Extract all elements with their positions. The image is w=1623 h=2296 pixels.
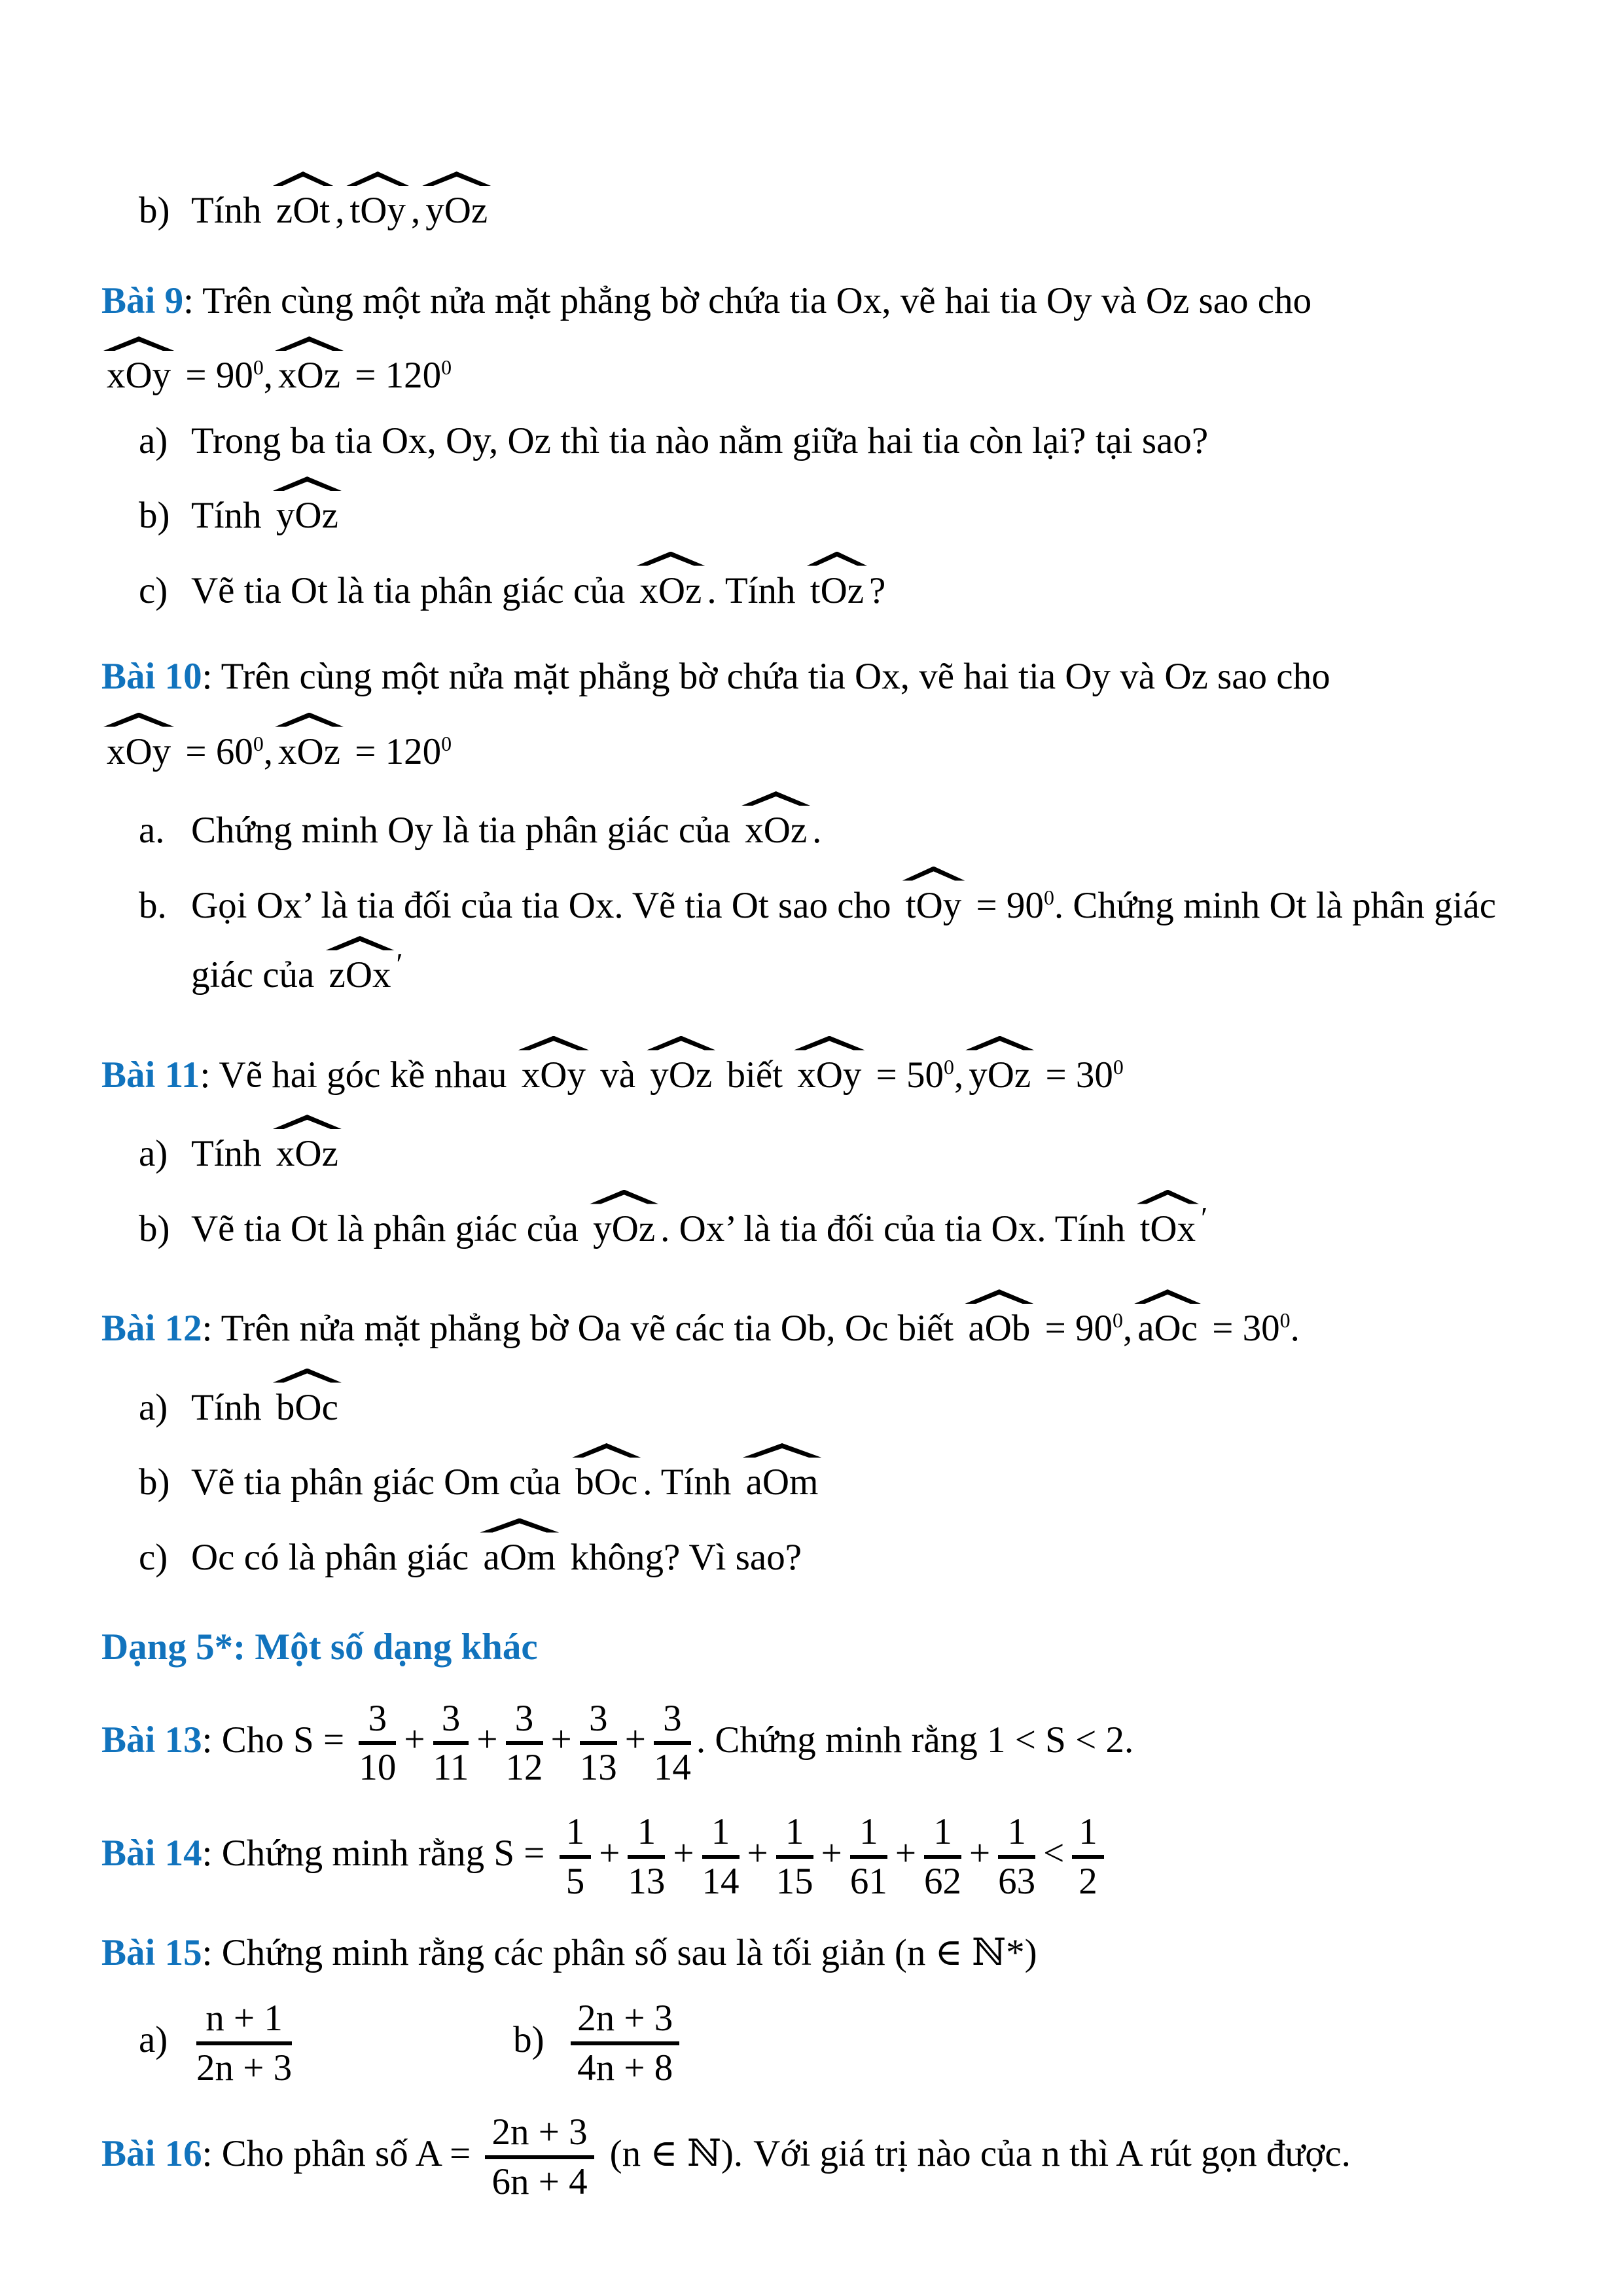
angle-aOb <box>965 1287 1033 1348</box>
label-colon: : <box>200 1054 219 1096</box>
angle-name: tOz <box>810 569 865 611</box>
item-marker: c) <box>139 569 168 611</box>
angle-yOz <box>273 474 342 535</box>
angle-name: aOm <box>745 1462 819 1503</box>
angle-xOz <box>741 789 810 850</box>
label-colon: : <box>202 1308 221 1349</box>
angle-name: aOb <box>968 1308 1031 1349</box>
prime-mark: ′ <box>1201 1200 1208 1234</box>
fraction <box>433 1698 469 1789</box>
item-marker: a) <box>139 2019 168 2061</box>
body-text: . <box>812 810 822 851</box>
plus-operator: + <box>747 1833 768 1874</box>
degree-sup: 0 <box>1043 886 1054 909</box>
fraction <box>654 1698 691 1789</box>
body-text: Tính <box>191 1386 271 1428</box>
fraction <box>628 1811 665 1903</box>
item-marker: b) <box>139 1208 170 1249</box>
angle-aOc <box>1134 1287 1201 1348</box>
angle-zOx-prime <box>326 933 395 995</box>
angle-xOz <box>275 710 344 772</box>
fraction-numerator: n + 1 <box>196 1998 292 2045</box>
body-text: Tính <box>191 495 271 536</box>
body-text: Gọi Ox’ là tia đối của tia Ox. Vẽ tia Ot sao cho <box>191 884 901 926</box>
label-colon: : <box>202 2132 222 2174</box>
angle-bOc <box>273 1366 342 1427</box>
angle-tOz <box>807 549 867 611</box>
degree-sup: 0 <box>1112 1309 1123 1332</box>
body-text: Vẽ tia phân giác Om của <box>191 1462 571 1503</box>
plus-operator: + <box>599 1833 620 1874</box>
equals: = <box>313 1719 354 1761</box>
angle-xOz <box>275 334 344 395</box>
item-b <box>139 864 1525 1003</box>
fraction-denominator: 4n + 8 <box>577 2047 673 2089</box>
exercise-label: Bài 9 <box>101 279 184 321</box>
relation: = 90 <box>967 884 1044 926</box>
angle-name: bOc <box>276 1386 338 1428</box>
fraction <box>924 1811 961 1903</box>
plus-operator: + <box>895 1833 916 1874</box>
condition: (n ∈ ℕ*) <box>894 1931 1037 1973</box>
body-text: . Tính <box>707 569 805 611</box>
comma: , <box>410 190 421 231</box>
angle-name: tOx <box>1139 1208 1196 1249</box>
fraction-denominator: 62 <box>923 1860 961 1902</box>
fraction-numerator: 3 <box>506 1698 543 1746</box>
body-text: . Chứng minh rằng 1 < S < 2. <box>696 1719 1134 1761</box>
fraction-numerator: 1 <box>924 1811 961 1859</box>
fraction-numerator: 3 <box>654 1698 691 1746</box>
body-text: biết <box>717 1054 793 1096</box>
body-text: Vẽ tia Ot là tia phân giác của <box>191 569 635 611</box>
angle-name: yOz <box>969 1054 1031 1096</box>
item-b <box>139 1187 1525 1257</box>
angle-name: yOz <box>425 190 488 231</box>
exercise-9-intro <box>101 273 1525 329</box>
fraction-denominator: 13 <box>579 1747 617 1789</box>
plus-operator: + <box>821 1833 842 1874</box>
fraction-denominator: 15 <box>776 1860 813 1902</box>
exercise-12-items <box>101 1366 1525 1586</box>
angle-bOc <box>572 1441 641 1502</box>
angle-name: zOx <box>329 954 391 996</box>
item-marker: a) <box>139 420 168 461</box>
fraction <box>850 1811 887 1903</box>
item-b <box>139 1441 1525 1511</box>
relation: = 90 <box>1035 1308 1113 1349</box>
angle-yOz <box>647 1033 715 1095</box>
exercise-label: Bài 12 <box>101 1308 202 1349</box>
body-text: của <box>253 954 324 996</box>
fraction-numerator: 3 <box>359 1698 396 1746</box>
fraction-denominator: 63 <box>998 1860 1036 1902</box>
item-a <box>139 1998 297 2089</box>
item-a <box>139 1112 1525 1182</box>
exercise-16 <box>101 2111 1525 2203</box>
fraction-numerator: 2n + 3 <box>571 1998 679 2045</box>
angle-name: xOz <box>278 355 340 396</box>
fraction-denominator: 13 <box>628 1860 666 1902</box>
angle-xOy <box>518 1033 589 1095</box>
item-marker: b. <box>139 884 167 926</box>
item-a <box>139 789 1525 859</box>
item-b-top <box>139 169 1525 239</box>
angle-xOy <box>103 334 174 395</box>
angle-yOz <box>590 1187 658 1249</box>
body-text: không? Vì sao? <box>561 1536 802 1578</box>
relation: = 60 <box>176 730 253 772</box>
body-text: Chứng minh rằng S <box>221 1833 515 1874</box>
body-text: Vẽ tia Ot là phân giác của <box>191 1208 588 1249</box>
fraction-denominator: 11 <box>433 1747 469 1789</box>
body-text: Vẽ hai góc kề nhau <box>219 1054 516 1096</box>
exercise-10-items <box>101 789 1525 1003</box>
body-text: ? <box>869 569 886 611</box>
body-text: Oc có là phân giác <box>191 1536 478 1578</box>
angle-name: bOc <box>575 1462 638 1503</box>
label-colon: : <box>202 656 221 697</box>
item-marker: c) <box>139 1536 168 1578</box>
item-a <box>139 413 1525 469</box>
item-marker: b) <box>139 1462 170 1503</box>
exercise-12-intro <box>101 1287 1525 1357</box>
fraction <box>776 1811 813 1903</box>
fraction-denominator: 14 <box>653 1747 691 1789</box>
fraction-numerator: 3 <box>433 1698 469 1746</box>
degree-sup: 0 <box>944 1055 954 1079</box>
relation: = 30 <box>1036 1054 1113 1096</box>
body-text: Chứng minh Oy là tia phân giác của <box>191 810 740 851</box>
fraction-denominator: 14 <box>702 1860 740 1902</box>
angle-tOy <box>902 864 965 925</box>
condition: (n ∈ ℕ). <box>609 2132 743 2174</box>
item-marker: a) <box>139 1386 168 1428</box>
exercise-label: Bài 10 <box>101 656 202 697</box>
angle-name: xOz <box>745 810 808 851</box>
degree-sup: 0 <box>441 732 452 755</box>
exercise-14 <box>101 1811 1525 1903</box>
fraction-numerator: 2n + 3 <box>485 2111 594 2159</box>
angle-name: yOz <box>593 1208 656 1249</box>
degree-sup: 0 <box>441 356 452 379</box>
degree-sup: 0 <box>253 732 264 755</box>
fraction <box>196 1998 292 2089</box>
angle-name: tOy <box>905 884 962 926</box>
body-text: Trên nửa mặt phẳng bờ Oa vẽ các tia Ob, Oc biết <box>221 1308 963 1349</box>
fraction <box>580 1698 617 1789</box>
angle-name: yOz <box>276 495 338 536</box>
comma: , <box>335 190 345 231</box>
angle-name: aOm <box>483 1536 556 1578</box>
fraction-numerator: 1 <box>1072 1811 1104 1859</box>
item-marker: b) <box>139 190 170 231</box>
fraction-numerator: 1 <box>560 1811 592 1859</box>
fraction <box>560 1811 592 1903</box>
fraction-numerator: 1 <box>998 1811 1035 1859</box>
relation: = 90 <box>176 355 253 396</box>
item-b <box>139 474 1525 544</box>
fraction <box>359 1698 396 1789</box>
plus-operator: + <box>550 1719 572 1761</box>
degree-sup: 0 <box>253 356 264 379</box>
plus-operator: + <box>969 1833 991 1874</box>
label-colon: : <box>183 279 203 321</box>
fraction-denominator: 2 <box>1079 1860 1097 1902</box>
angle-name: xOy <box>797 1054 862 1096</box>
exercise-10-intro <box>101 649 1525 705</box>
angle-name: xOz <box>278 730 340 772</box>
angle-xOy <box>794 1033 865 1095</box>
exercise-15-intro <box>101 1925 1525 1981</box>
item-marker: a. <box>139 810 165 851</box>
body-text: . Chứng minh Ot là phân giác giác <box>191 884 1497 996</box>
item-c <box>139 549 1525 619</box>
prime-mark: ′ <box>396 947 403 980</box>
body-text: Trên cùng một nửa mặt phẳng bờ chứa tia Ox, vẽ hai tia Oy và Oz sao cho <box>202 279 1312 321</box>
plus-operator: + <box>673 1833 694 1874</box>
fraction-numerator: 1 <box>628 1811 665 1859</box>
relation: = 120 <box>346 355 442 396</box>
angle-xOy <box>103 710 174 772</box>
angle-name: xOy <box>521 1054 586 1096</box>
plus-operator: + <box>624 1719 646 1761</box>
fraction <box>702 1811 740 1903</box>
label-colon: : <box>202 1719 222 1761</box>
fraction-numerator: 3 <box>580 1698 617 1746</box>
fraction-denominator: 5 <box>565 1860 585 1902</box>
exercise-label: Bài 16 <box>101 2132 202 2174</box>
angle-name: xOy <box>107 730 171 772</box>
exercise-15-items <box>139 1998 1525 2089</box>
item-a <box>139 1366 1525 1436</box>
fraction-numerator: 1 <box>776 1811 813 1859</box>
fraction-numerator: 1 <box>850 1811 887 1859</box>
equals: = <box>440 2132 480 2174</box>
angle-name: tOy <box>349 190 406 231</box>
fraction <box>506 1698 543 1789</box>
body-text: . <box>1290 1308 1300 1349</box>
relation: = 120 <box>346 730 442 772</box>
item-marker: b) <box>513 2019 544 2061</box>
item-marker: b) <box>139 495 170 536</box>
plus-operator: + <box>404 1719 425 1761</box>
angle-name: xOz <box>639 569 702 611</box>
angle-zOt <box>273 169 333 230</box>
exercise-11-items <box>101 1112 1525 1257</box>
comma: , <box>263 355 274 396</box>
angle-yOz <box>422 169 491 230</box>
label-colon: : <box>202 1833 222 1874</box>
body-text: . Ox’ là tia đối của tia Ox. Tính <box>660 1208 1135 1249</box>
item-b <box>513 1998 685 2089</box>
comma: , <box>954 1054 964 1096</box>
less-than-operator: < <box>1043 1833 1065 1874</box>
exercise-label: Bài 13 <box>101 1719 202 1761</box>
exercise-9-equation <box>101 334 1525 404</box>
angle-name: yOz <box>650 1054 713 1096</box>
angle-xOz <box>636 549 705 611</box>
body-text: Tính <box>191 190 271 231</box>
angle-name: aOc <box>1137 1308 1198 1349</box>
fraction-denominator: 61 <box>849 1860 887 1902</box>
fraction-denominator: 12 <box>505 1747 543 1789</box>
body-text: . Tính <box>643 1462 741 1503</box>
exercise-13 <box>101 1698 1525 1789</box>
relation: = 50 <box>866 1054 944 1096</box>
body-text: Cho phân số A <box>221 2132 440 2174</box>
body-text: Trong ba tia Ox, Oy, Oz thì tia nào nằm giữa hai tia còn lại? tại sao? <box>191 420 1209 461</box>
fraction-denominator: 2n + 3 <box>196 2047 293 2089</box>
angle-name: xOz <box>276 1133 338 1174</box>
body-text: Chứng minh rằng các phân số sau là tối giản <box>221 1931 895 1973</box>
fraction <box>571 1998 679 2089</box>
angle-aOm <box>743 1441 822 1502</box>
body-text: Tính <box>191 1133 271 1174</box>
body-text: Cho S <box>221 1719 314 1761</box>
angle-aOm <box>480 1516 559 1577</box>
exercise-9-items <box>101 413 1525 619</box>
item-marker: a) <box>139 1133 168 1174</box>
degree-sup: 0 <box>1279 1309 1291 1332</box>
body-text: Với giá trị nào của n thì A rút gọn được. <box>753 2132 1351 2174</box>
exercise-11-intro <box>101 1033 1525 1103</box>
section-heading-dang5: Dạng 5*: Một số dạng khác <box>101 1626 538 1668</box>
degree-sup: 0 <box>1113 1055 1124 1079</box>
exercise-label: Bài 15 <box>101 1931 202 1973</box>
exercise-label: Bài 11 <box>101 1054 200 1096</box>
angle-name: xOy <box>107 355 171 396</box>
label-colon: : <box>202 1931 222 1973</box>
angle-yOz <box>965 1033 1034 1095</box>
fraction-numerator: 1 <box>702 1811 740 1859</box>
relation: = 30 <box>1202 1308 1280 1349</box>
equals: = <box>514 1833 554 1874</box>
angle-tOy <box>346 169 409 230</box>
exercise-10-equation <box>101 710 1525 780</box>
fraction-denominator: 6n + 4 <box>491 2161 588 2202</box>
body-text: và <box>590 1054 645 1096</box>
angle-name: zOt <box>276 190 330 231</box>
fraction <box>1072 1811 1104 1903</box>
comma: , <box>263 730 274 772</box>
fraction-denominator: 10 <box>359 1747 397 1789</box>
comma: , <box>1122 1308 1133 1349</box>
exercise-label: Bài 14 <box>101 1833 202 1874</box>
item-c <box>139 1516 1525 1586</box>
fraction <box>998 1811 1035 1903</box>
fraction <box>485 2111 594 2203</box>
body-text: Trên cùng một nửa mặt phẳng bờ chứa tia Ox, vẽ hai tia Oy và Oz sao cho <box>221 656 1330 697</box>
plus-operator: + <box>476 1719 498 1761</box>
angle-xOz <box>273 1112 342 1174</box>
angle-tOx-prime <box>1137 1187 1200 1249</box>
